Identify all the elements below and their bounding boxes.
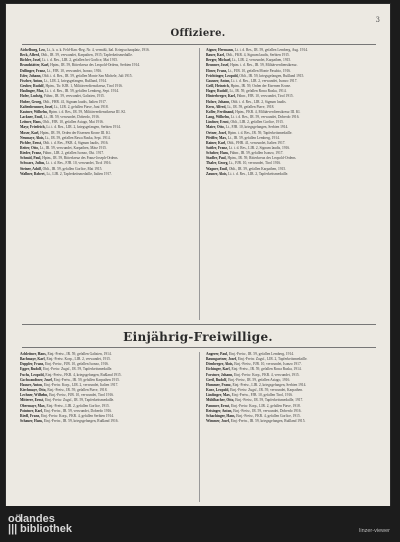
- entry-name: Schober, Hans,: [206, 151, 229, 156]
- entry-name: Mayr, Friedrich,: [20, 125, 46, 130]
- entry-name: Fischer, Anton,: [20, 78, 44, 83]
- entry-name: Fuchs, Leopold,: [20, 372, 45, 377]
- viewer-link[interactable]: linzer-viewer: [359, 528, 390, 534]
- entry-name: Pammer, Ernst,: [206, 403, 231, 408]
- entry-name: Riedl, Franz,: [20, 413, 41, 418]
- entry-name: Mühlbacher, Otto,: [206, 398, 235, 403]
- entry-name: Aigner, Hermann,: [206, 48, 234, 52]
- logo-mark-icon: oö: [8, 513, 22, 525]
- list-entry: [206, 172, 378, 177]
- entry-name: Neumayr, Alois,: [20, 135, 45, 140]
- entry-details: Lt., k. u. k. Feld-Kan.-Reg. Nr. 4, vermißt, Ital. Kriegsschauplatz, 1916.: [46, 48, 150, 52]
- entry-name: Eichinger, Karl,: [206, 367, 231, 372]
- entry-name: Eder, Johann,: [20, 73, 42, 78]
- entry-name: Mitterer, Ernst,: [20, 398, 45, 403]
- entry-name: Lindner, Ernst,: [206, 120, 230, 125]
- entry-details: Lt. i. d. Res., LIR. 2, Signum laudis, 1916.: [228, 145, 291, 150]
- entry-details: Oblt., FHR. 41, verwundet, Italien 1917.: [227, 140, 286, 145]
- entry-name: Lang, Wilhelm,: [206, 115, 230, 120]
- entry-details: Einj.-Freiw., FKR. 4, kriegsgefangen, Rußland 1915.: [45, 372, 122, 377]
- entry-details: Einj.-Freiw., IR. 59, Tapferkeitsmedaille, 1917.: [235, 398, 304, 403]
- entry-details: Lt. i. d. Res., LIR. 2, gefallen bei Gorlice, Mai 1915.: [42, 58, 118, 63]
- entry-details: Einj.-Freiw. Zugsf., IR. 59, Tapferkeitsmedaille.: [43, 367, 113, 372]
- entry-details: Hptm., IR. 59, Orden der Eisernen Krone III. Kl.: [40, 130, 111, 135]
- entry-details: Hptm., FKR. 4, Militärverdienstkreuz III. Kl.: [235, 109, 301, 114]
- entry-details: Einj.-Freiw., LIR. 2, kriegsgefangen, Serbien 1914.: [232, 382, 307, 387]
- entry-details: Lt., FJB. 10, kriegsgefangen, Serbien 1914.: [225, 125, 289, 130]
- logo-text-line1: landes: [20, 513, 55, 525]
- entry-name: Hinterberger, Karl,: [206, 94, 236, 99]
- entry-name: Schachinger, Hans,: [206, 413, 236, 418]
- divider-rule: [22, 44, 376, 45]
- list-entry: [20, 172, 192, 177]
- entry-name: Wimmer, Josef,: [206, 419, 230, 424]
- entry-details: Lt., LIR. 2, Tapferkeitsmedaille, Italien 1917.: [46, 171, 112, 176]
- entry-details: Einj.-Freiw., IR. 59, gefallen Piave, 1918.: [47, 388, 108, 393]
- entry-name: Huber, Georg,: [20, 99, 42, 104]
- entry-name: Doppler, Franz,: [20, 362, 45, 367]
- entry-details: Einj.-Freiw. Korp., LIR. 2, verwundet, 1915.: [46, 357, 111, 362]
- entry-details: Oblt., IR. 59, kriegsgefangen, Rußland 1915.: [239, 73, 305, 78]
- entry-details: Einj.-Freiw. Korp., LIR. 2, verwundet, Italien 1917.: [43, 382, 119, 387]
- entry-details: Oblt., IR. 59, verwundet, Karpathen, 1915; Tapferkeitsmedaille.: [40, 53, 133, 58]
- entry-details: Lt., FJB. 10, gefallen Monte Pasubio, 1916.: [228, 68, 291, 73]
- entry-details: Lt., IR. 59, gefallen Lemberg, 1914.: [227, 135, 280, 140]
- entry-details: Einj.-Freiw., IR. 59, verwundet, Doberdo 1916.: [43, 408, 113, 413]
- entry-details: Einj.-Freiw., IR. 59, kriegsgefangen, Rußland 1915.: [230, 419, 306, 424]
- entry-name: Schauer, Hans,: [20, 419, 43, 424]
- entry-details: Hptm., IR. 59, Ritterkreuz des Leopold-Ordens.: [227, 156, 297, 161]
- entry-name: Rainer, Karl,: [206, 140, 227, 145]
- entry-details: Lt., LIR. 2, kriegsgefangen, Rußland, 1914.: [44, 78, 107, 83]
- entry-details: Einj.-Freiw., FKR. 4, gefallen Gorlice, 1915.: [236, 413, 301, 418]
- entry-details: Hptm., IR. 59, Ritterkreuz des Leopold-Ordens, Serbien 1914.: [50, 63, 140, 68]
- entry-details: Einj.-Freiw., IR. 59, gefallen Asiago, 1916.: [228, 377, 291, 382]
- entry-name: Bichler, Josef,: [20, 58, 42, 63]
- entry-details: Einj.-Freiw. Korp., FKR. 4, gefallen Serbien 1914.: [40, 413, 114, 418]
- entry-name: Pointner, Karl,: [20, 408, 43, 413]
- officers-column-right: [206, 48, 378, 320]
- entry-details: Oblt., IR. 59, gefallen Karpathen, 1915.: [228, 166, 287, 171]
- entry-details: Fähnr., FJB. 10, verwundet, Tirol 1915.: [236, 94, 294, 99]
- entry-details: Lt. i. d. Res., LIR. 2, Tapferkeitsmedaille.: [228, 171, 289, 176]
- volunteers-column-right: [206, 352, 378, 502]
- volunteers-column-left: [20, 352, 192, 502]
- entry-name: Haslinger, Max,: [20, 89, 45, 94]
- entry-name: Kurz, Leopold,: [206, 388, 230, 393]
- entry-details: Einj.-Freiw., FJB. 10, verwundet, Isonzo 1917.: [234, 362, 302, 367]
- entry-name: Zauner, Alois,: [206, 171, 228, 176]
- entry-name: Gschwandtner, Josef,: [20, 377, 53, 382]
- entry-name: Kaltenbrunner, Josef,: [20, 104, 54, 109]
- entry-details: Lt. i. d. Res., IR. 59, verwundet, Doberdo 1916.: [230, 115, 300, 120]
- entry-name: Thaler, Georg,: [206, 161, 229, 166]
- entry-details: Oblt., FKR. 4, Signum laudis, Serbien 1915.: [225, 53, 290, 58]
- entry-details: Einj.-Freiw., FJB. 10, gefallen Isonzo, 1916.: [45, 362, 109, 367]
- entry-name: Hager, Rudolf,: [206, 89, 229, 94]
- entry-name: Stadler, Paul,: [206, 156, 227, 161]
- entry-name: Dollinger, Franz,: [20, 68, 46, 73]
- entry-name: Forstner, Johann,: [206, 372, 234, 377]
- entry-name: Ortner, Josef,: [206, 130, 227, 135]
- entry-details: Lt., LIR. 2, gefallen Piave, Juni 1918.: [54, 104, 109, 109]
- entry-details: Einj.-Freiw. Zugsf., LIR. 2, Tapferkeitsmedaille.: [237, 357, 308, 362]
- logo-bars-icon: |||: [8, 523, 18, 535]
- entry-name: Hummer, Franz,: [206, 382, 232, 387]
- entry-details: Oblt., IR. 59, gefallen Gorlice, Mai 1915.: [42, 166, 103, 171]
- column-divider: [199, 352, 200, 502]
- entry-name: Lechner, Wilhelm,: [20, 393, 49, 398]
- entry-details: Lt., IR. 59, verwundet, Doberdo, 1916.: [43, 115, 100, 120]
- entry-details: Einj.-Freiw., FJB. 10, verwundet, Tirol 1916.: [49, 393, 114, 398]
- entry-name: Holzer, Johann,: [206, 99, 231, 104]
- entry-details: Lt., IR. 59, verwundet, Karpathen, März 1915.: [39, 145, 107, 150]
- entry-name: Egger, Rudolf,: [20, 367, 43, 372]
- entry-name: Lackner, Emil,: [20, 115, 43, 120]
- entry-details: Einj.-Freiw., FJB. 10, gefallen Tirol, 1916.: [231, 393, 293, 398]
- entry-details: Fähnr., IR. 59, verwundet, Galizien, 1915.: [44, 94, 105, 99]
- entry-name: Pichler, Ernst,: [20, 140, 42, 145]
- library-logo[interactable]: [8, 514, 72, 534]
- entry-name: Achleitner, Hans,: [20, 352, 47, 356]
- entry-details: Oblt. i. d. Res., LIR. 2, Signum laudis.: [231, 99, 287, 104]
- entry-details: Oblt., FHR. 41, Signum laudis, Italien 1917.: [42, 99, 107, 104]
- entry-details: Fähnr., LIR. 2, gefallen Isonzo, Okt. 1917.: [42, 151, 105, 156]
- section-heading-volunteers: Einjährig-Freiwillige.: [123, 330, 273, 344]
- section-heading-officers: Offiziere.: [170, 28, 226, 39]
- entry-details: Einj.-Freiw. Korp., LIR. 2, gefallen Piave, 1918.: [231, 403, 301, 408]
- column-divider: [199, 48, 200, 320]
- entry-name: Leitner, Hans,: [20, 120, 42, 125]
- entry-name: Reiter, Otto,: [20, 145, 39, 150]
- entry-details: Einj.-Freiw., LIR. 2, gefallen Gorlice, 1915.: [46, 403, 110, 408]
- entry-name: Reisinger, Anton,: [206, 408, 233, 413]
- entry-name: Schwarz, Julius,: [20, 161, 46, 166]
- entry-details: Hptm. i. d. Res., IR. 59, Militärverdienstkreuz III. Kl.: [48, 109, 126, 114]
- entry-details: Einj.-Freiw., IR. 59, kriegsgefangen, Rußland 1916.: [43, 419, 119, 424]
- entry-details: Lt., IR. 59, gefallen Rawa Ruska, Sept. 1914.: [45, 135, 111, 140]
- entry-name: Bauer, Karl,: [206, 53, 225, 58]
- entry-name: Rieder, Franz,: [20, 151, 42, 156]
- viewer-footer: [0, 506, 400, 542]
- entry-name: Koller, Ferdinand,: [206, 109, 235, 114]
- entry-details: Lt. i. d. Res., IR. 59, gefallen Lemberg, Sept. 1914.: [45, 89, 119, 94]
- entry-name: Hofer, Ludwig,: [20, 94, 44, 99]
- entry-details: Einj.-Freiw., IR. 59, verwundet, Doberdo 1916.: [233, 408, 302, 413]
- entry-name: Brunner, Josef,: [206, 63, 230, 68]
- entry-name: Aichelburg, Leo,: [20, 48, 46, 52]
- officers-column-left: [20, 48, 192, 320]
- entry-name: Moser, Karl,: [20, 130, 40, 135]
- entry-details: Oblt. i. d. Res., IR. 59, gefallen Monte San Michele, Juli 1915.: [42, 73, 133, 78]
- entry-details: Hptm., IR. 59, Ritterkreuz des Franz-Joseph-Ordens.: [42, 156, 119, 161]
- entry-name: Gruber, Rudolf,: [20, 84, 45, 89]
- entry-details: Oblt., LIR. 2, gefallen Gorlice, 1915.: [230, 120, 284, 125]
- entry-details: Fähnr., IR. 59, gefallen Isonzo, 1917.: [229, 151, 284, 156]
- scanned-page: [6, 4, 390, 506]
- entry-details: Lt. i. d. Res., FJB. 10, verwundet, Tirol 1916.: [45, 161, 112, 166]
- entry-name: Beck, Alfred,: [20, 53, 40, 58]
- entry-name: Steiner, Adolf,: [20, 166, 42, 171]
- entry-details: Einj.-Freiw., IR. 59, gefallen Rawa Ruska, 1914.: [231, 367, 302, 372]
- entry-details: Lt., IR. 59, gefallen Piave, 1918.: [227, 104, 275, 109]
- page-number: 3: [375, 16, 380, 24]
- list-entry: [20, 419, 192, 424]
- entry-details: Einj.-Freiw., IR. 59, gefallen Galizien, 1914.: [47, 352, 112, 356]
- entry-name: Wallner, Robert,: [20, 171, 46, 176]
- entry-name: Kastner, Wilhelm,: [20, 109, 48, 114]
- entry-name: Greil, Rudolf,: [206, 377, 228, 382]
- entry-name: Lindinger, Max,: [206, 393, 231, 398]
- list-entry: [206, 419, 378, 424]
- entry-details: Hptm. i. d. Res., IR. 59, Militärverdienstkreuz.: [230, 63, 298, 68]
- entry-name: Schmid, Paul,: [20, 156, 42, 161]
- entry-name: Ebner, Franz,: [206, 68, 228, 73]
- entry-details: Hptm. i. d. Res., IR. 59, Tapferkeitsmedaille.: [227, 130, 293, 135]
- entry-details: Lt. i. d. Res., LIR. 2, verwundet, Isonzo 1917.: [231, 78, 298, 83]
- entry-name: Bachmayr, Karl,: [20, 357, 46, 362]
- logo-text-line2: bibliothek: [20, 523, 72, 535]
- entry-details: Hptm., Tir. KJR. 1, Militärverdienstkreuz, Tirol 1916.: [45, 84, 123, 89]
- entry-details: Lt., LIR. 2, verwundet, Karpathen, 1915.: [232, 58, 292, 63]
- entry-name: Hauser, Anton,: [20, 382, 43, 387]
- entry-name: Kirchmayr, Otto,: [20, 388, 47, 393]
- entry-name: Sattler, Franz,: [206, 145, 228, 150]
- entry-details: Hptm., IR. 59, Orden der Eisernen Krone.: [230, 84, 291, 89]
- entry-name: Berger, Michael,: [206, 58, 232, 63]
- entry-name: Baumgartner, Josef,: [206, 357, 237, 362]
- entry-details: Lt., FJB. 10, verwundet, Tirol 1916.: [229, 161, 282, 166]
- entry-details: Lt., FJB. 10, verwundet, Isonzo, 1916.: [46, 68, 103, 73]
- entry-details: Lt. i. d. Res., IR. 59, gefallen Lemberg, Aug. 1914.: [234, 48, 308, 52]
- entry-details: Einj.-Freiw. Zugsf., IR. 59, Tapferkeitsmedaille.: [44, 398, 115, 403]
- divider-rule: [22, 347, 376, 348]
- entry-name: Gassner, Anton,: [206, 78, 231, 83]
- entry-name: Pfeiffer, Max,: [206, 135, 227, 140]
- entry-name: Angerer, Paul,: [206, 352, 229, 356]
- entry-details: Einj.-Freiw. Zugsf., IR. 59, verwundet, Karpathen.: [230, 388, 303, 393]
- entry-name: Kern, Alfred,: [206, 104, 227, 109]
- entry-name: Feichtinger, Leopold,: [206, 73, 239, 78]
- entry-details: Lt. i. d. Res., LIR. 2, kriegsgefangen, Serbien 1914.: [46, 125, 121, 130]
- entry-name: Brandstätter, Karl,: [20, 63, 50, 68]
- entry-name: Wagner, Emil,: [206, 166, 228, 171]
- entry-details: Einj.-Freiw., IR. 59, gefallen Lemberg, 1914.: [228, 352, 294, 356]
- entry-name: Dirnberger, Alois,: [206, 362, 234, 367]
- entry-name: Obermayr, Max,: [20, 403, 46, 408]
- entry-name: Maier, Otto,: [206, 125, 225, 130]
- entry-details: Oblt. i. d. Res., FKR. 4, Signum laudis, 1916.: [42, 140, 109, 145]
- entry-name: Grill, Heinrich,: [206, 84, 230, 89]
- entry-details: Einj.-Freiw. Korp., FKR. 4, verwundet, 1915.: [234, 372, 300, 377]
- entry-details: Einj.-Freiw., IR. 59, gefallen Karpathen 1915.: [53, 377, 120, 382]
- divider-rule: [22, 324, 376, 325]
- entry-details: Lt., IR. 59, gefallen Rawa Ruska, 1914.: [229, 89, 287, 94]
- entry-details: Oblt., FJB. 10, gefallen Asiago, Mai 1916.: [42, 120, 104, 125]
